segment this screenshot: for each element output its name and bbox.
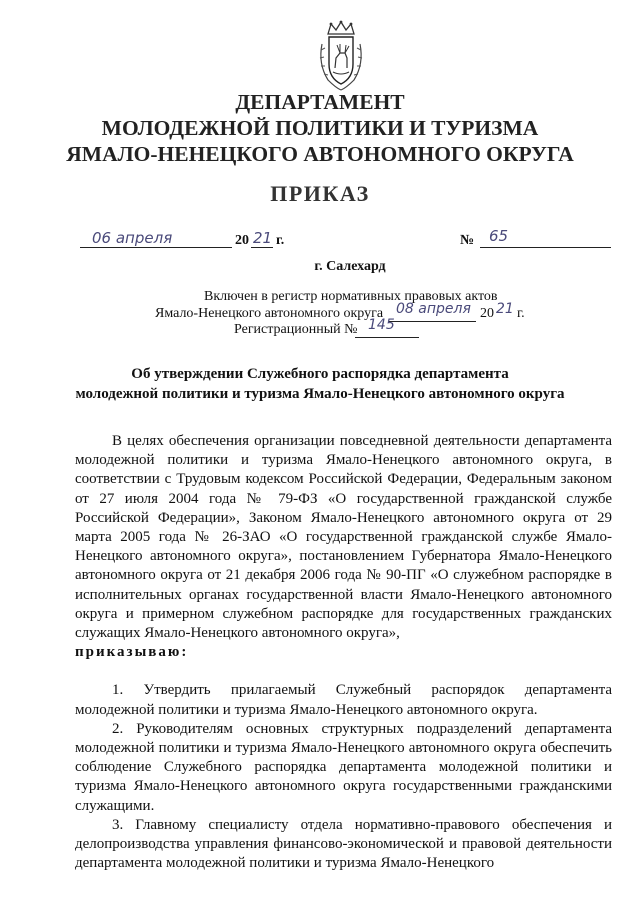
date-day-month: 06 апреля <box>92 229 173 247</box>
header-line-1: ДЕПАРТАМЕНТ <box>235 90 405 114</box>
order-word-paragraph <box>75 643 612 662</box>
date-year-prefix: 20 <box>235 233 249 248</box>
registry-year-prefix: 20 <box>480 306 494 321</box>
order-title-line-1: Об утверждении Служебного распорядка департамента <box>131 366 509 382</box>
city: г. Салехард <box>314 259 386 274</box>
registry-number-value: 145 <box>368 317 395 333</box>
registry-number-label: Регистрационный № <box>234 322 358 337</box>
year-underline <box>251 247 273 248</box>
registry-date-underline <box>388 321 476 322</box>
number-label: № <box>460 233 475 248</box>
header-line-2: МОЛОДЕЖНОЙ ПОЛИТИКИ И ТУРИЗМА <box>101 116 539 140</box>
item-1-paragraph: 1. Утвердить прилагаемый Служебный распорядок департамента молодежной политики и туризма Ямало-Ненецкого автономного округа. <box>75 682 612 718</box>
registry-line-1: Включен в регистр нормативных правовых актов <box>204 289 498 304</box>
number-underline <box>480 247 611 248</box>
header-line-3: ЯМАЛО-НЕНЕЦКОГО АВТОНОМНОГО ОКРУГА <box>66 142 574 166</box>
registry-year-mark: г. <box>517 306 525 321</box>
registry-year-suffix: 21 <box>496 301 514 317</box>
item-2-paragraph: 2. Руководителям основных структурных подразделений департамента молодежной политики и туризма Ямало-Ненецкого автономного округа обеспечить соблюдение Служебного распорядка департамента молодежной политики и туризма Ямало-Ненецкого автономного округа государственными гражданскими служащими. <box>75 720 612 814</box>
item-3-paragraph: 3. Главному специалисту отдела нормативно-правового обеспечения и делопроизводства управления финансово-экономической и правовой деятельности департамента молодежной политики и туризма Ямало-Ненецкого <box>75 816 612 872</box>
order-word: приказываю: <box>75 644 189 661</box>
order-body <box>75 432 612 873</box>
number-value: 65 <box>489 227 509 245</box>
yamal-coat-of-arms-icon <box>316 20 366 92</box>
registry-day-month: 08 апреля <box>396 301 471 317</box>
date-year-mark: г. <box>276 233 285 248</box>
date-underline <box>80 247 232 248</box>
registry-line-2-prefix: Ямало-Ненецкого автономного округа <box>155 306 384 321</box>
preamble-paragraph: В целях обеспечения организации повседневной деятельности департамента молодежной политики и туризма Ямало-Ненецкого автономного округа, в соответствии с Трудовым кодексом Российской Федерации, Федеральным законом от 27 июля 2004 года № 79-ФЗ «О государственной гражданской службе Российской Федерации», Законом Ямало-Ненецкого автономного округа от 29 марта 2005 года № 26-ЗАО «О государственной гражданской службе Ямало-Ненецкого автономного округа», постановлением Губернатора Ямало-Ненецкого автономного округа от 21 декабря 2006 года № 90-ПГ «О служебном распорядке в исполнительных органах государственной власти Ямало-Ненецкого автономного округа и примерном служебном распорядке для государственных гражданских служащих Ямало-Ненецкого автономного округа», <box>75 433 612 642</box>
date-year-suffix: 21 <box>253 229 273 247</box>
doc-type-title: ПРИКАЗ <box>270 181 370 206</box>
order-title-line-2: молодежной политики и туризма Ямало-Ненецкого автономного округа <box>75 386 565 402</box>
registry-number-underline <box>355 337 419 338</box>
